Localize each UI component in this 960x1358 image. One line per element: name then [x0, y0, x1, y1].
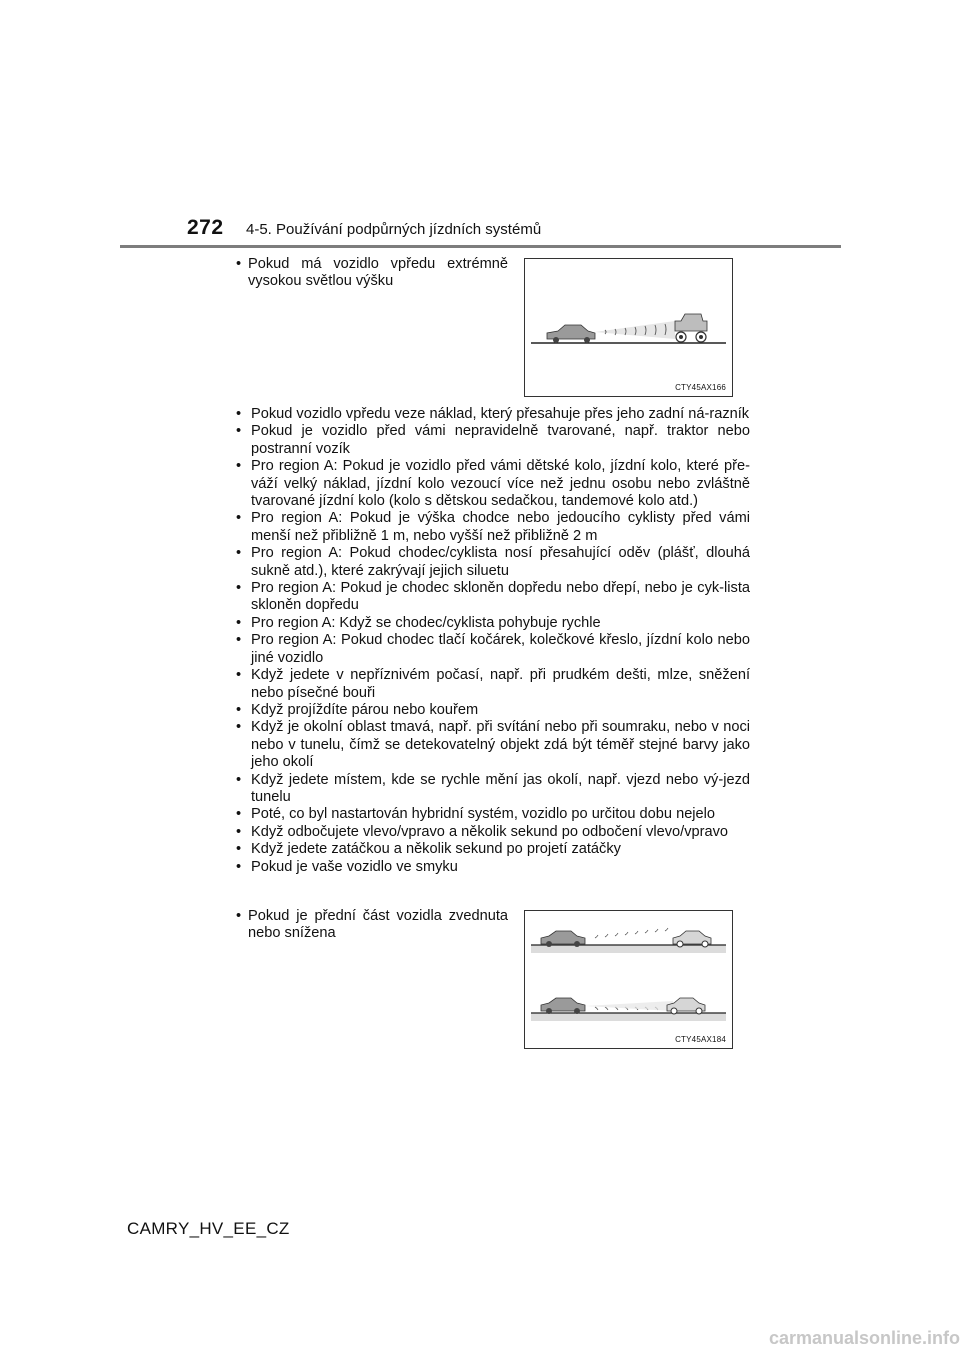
list-item: [236, 719, 750, 771]
list-item-text: Pro region A: Pokud je výška chodce nebo jedoucího cyklisty před vámi menší než přibližně 1 m, nebo vyšší než přibližně 2 m: [251, 510, 750, 544]
bullet-marker: •: [236, 580, 242, 597]
watermark: carmanualsonline.info: [768, 1328, 960, 1348]
bullet-marker: •: [236, 771, 242, 788]
list-item-text: Když jedete v nepříznivém počasí, např. při prudkém dešti, mlze, sněžení nebo písečné bouři: [251, 667, 750, 701]
page-number: 272: [187, 216, 224, 239]
bullet-marker: •: [236, 858, 242, 875]
list-item: [236, 824, 750, 841]
list-item-text: Když jedete místem, kde se rychle mění jas okolí, např. vjezd nebo vý-jezd tunelu: [251, 771, 750, 805]
bullet-list: [236, 406, 750, 876]
bullet-marker: •: [236, 458, 242, 475]
list-item: [236, 580, 750, 615]
list-item: [236, 615, 750, 632]
footer-model-code: CAMRY_HV_EE_CZ: [127, 1219, 290, 1238]
list-item-text: Pro region A: Pokud je vozidlo před vámi dětské kolo, jízdní kolo, které pře-váží velký náklad, jízdní kolo vezoucí více než jednu osobu nebo zvláštně tvarované jízdní kolo (kolo s dětskou sedačkou, tandemové kolo atd.): [251, 458, 750, 510]
bullet-marker: •: [236, 545, 242, 562]
bullet-marker: •: [236, 667, 242, 684]
bullet-marker: •: [236, 632, 242, 649]
list-item: [236, 806, 750, 823]
bullet-marker: •: [236, 423, 242, 440]
header-rule: [120, 245, 841, 248]
illustration-raised-lowered: [525, 911, 732, 1048]
bullet-marker: •: [236, 406, 242, 422]
list-item-text: Pokud je vozidlo před vámi nepravidelně tvarované, např. traktor nebo postranní vozík: [251, 423, 750, 457]
list-item: [236, 841, 750, 858]
figure-high-clearance-vehicle: [524, 258, 733, 397]
list-item-text: Pro region A: Pokud chodec tlačí kočárek, kolečkové křeslo, jízdní kolo nebo jiné vozidlo: [251, 632, 750, 666]
bullet-marker: •: [236, 823, 242, 840]
list-item-text: Pokud je vaše vozidlo ve smyku: [251, 858, 458, 875]
list-item-text: Když odbočujete vlevo/vpravo a několik sekund po odbočení vlevo/vpravo: [251, 823, 729, 840]
list-item: [236, 545, 750, 580]
list-item: [236, 510, 750, 545]
list-item-text: Když jedete zatáčkou a několik sekund po projetí zatáčky: [251, 841, 621, 858]
bullet-marker: •: [236, 510, 242, 527]
list-item: [236, 406, 750, 423]
intro-bullet-text: Pokud má vozidlo vpředu extrémně vysokou světlou výšku: [248, 256, 508, 290]
list-item-text: Pro region A: Pokud chodec/cyklista nosí přesahující oděv (plášť, dlouhá sukně atd.), které zakrývají jejich siluetu: [251, 545, 750, 579]
list-item-text: Pro region A: Pokud je chodec skloněn dopředu nebo dřepí, nebo je cyk-lista skloněn dopředu: [251, 580, 750, 614]
bullet-marker: •: [236, 908, 242, 924]
section-title: 4-5. Používání podpůrných jízdních systémů: [246, 221, 542, 238]
list-item-text: Když je okolní oblast tmavá, např. při svítání nebo při soumraku, nebo v noci nebo v tunelu, čímž se detekovatelný objekt zdá být téměř stejné barvy jako jeho okolí: [251, 719, 750, 771]
list-item: [236, 632, 750, 667]
list-item: [236, 458, 750, 510]
illustration-high-clearance: [525, 259, 732, 396]
last-bullet-text: Pokud je přední část vozidla zvednuta nebo snížena: [248, 908, 508, 942]
list-item-text: Když projíždíte párou nebo kouřem: [251, 701, 479, 718]
bullet-marker: •: [236, 701, 242, 718]
list-item: [236, 772, 750, 807]
bullet-marker: •: [236, 256, 242, 272]
list-item-text: Poté, co byl nastartován hybridní systém, vozidlo po určitou dobu nejelo: [251, 806, 716, 823]
figure-vehicle-raised-lowered: [524, 910, 733, 1049]
list-item: [236, 859, 750, 876]
list-item-text: Pokud vozidlo vpředu veze náklad, který přesahuje přes jeho zadní ná-razník: [251, 406, 750, 422]
bullet-marker: •: [236, 806, 242, 823]
list-item-text: Pro region A: Když se chodec/cyklista pohybuje rychle: [251, 614, 601, 631]
list-item: [236, 702, 750, 719]
list-item: [236, 423, 750, 458]
intro-bullet: [236, 256, 508, 291]
bullet-marker: •: [236, 614, 242, 631]
bullet-marker: •: [236, 719, 242, 736]
figure-code: CTY45AX184: [675, 1035, 726, 1044]
bullet-marker: •: [236, 841, 242, 858]
list-item: [236, 667, 750, 702]
figure-code: CTY45AX166: [675, 383, 726, 392]
last-bullet: [236, 908, 508, 943]
